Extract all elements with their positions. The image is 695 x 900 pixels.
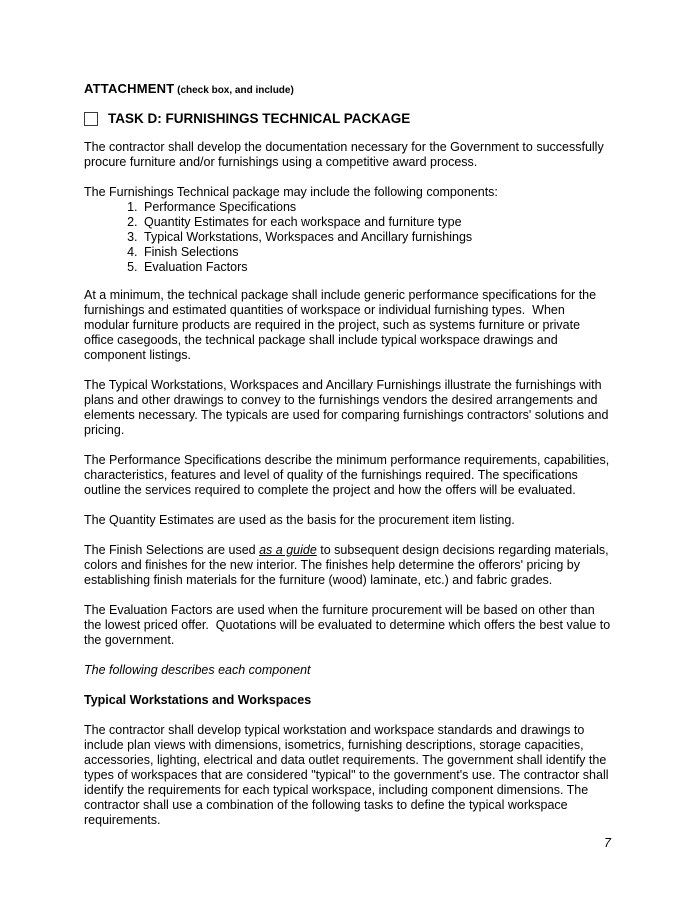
attachment-title: ATTACHMENT (84, 81, 175, 96)
components-list (84, 200, 612, 275)
paragraph-components-intro: The Furnishings Technical package may include the following components: (84, 185, 498, 199)
paragraph-typical-workstations: The Typical Workstations, Workspaces and Ancillary Furnishings illustrate the furnishings with plans and other drawings to convey to the furnishings vendors the desired arrangements and elements necessary. The typicals are used for comparing furnishings contractors' solutions and pricing. (84, 378, 612, 437)
paragraph-quantity-estimates: The Quantity Estimates are used as the basis for the procurement item listing. (84, 513, 515, 527)
components-list-item-2: 2. Quantity Estimates for each workspace and furniture type (141, 215, 612, 230)
components-list-item-4: 4. Finish Selections (141, 245, 612, 260)
components-list-item-3: 3. Typical Workstations, Workspaces and Ancillary furnishings (141, 230, 612, 245)
attachment-subtitle: (check box, and include) (174, 85, 294, 96)
paragraph-at-a-minimum: At a minimum, the technical package shall include generic performance specifications for the furnishings and estimated quantities of workspace or individual furnishing types. When modular furniture products are required in the project, such as systems furniture or private office casegoods, the technical package shall include typical workspace drawings and component listings. (84, 288, 600, 362)
paragraph-intro: The contractor shall develop the documentation necessary for the Government to successfully procure furniture and/or furnishings using a competitive award process. (84, 140, 608, 169)
paragraph-performance-specs: The Performance Specifications describe the minimum performance requirements, capabilities, characteristics, features and level of quality of the furnishings required. The specifications outline the services required to complete the project and how the offers will be evaluated. (84, 453, 613, 497)
section-heading-typical-workstations: Typical Workstations and Workspaces (84, 693, 312, 707)
paragraph-following-describes: The following describes each component (84, 663, 311, 677)
paragraph-evaluation-factors: The Evaluation Factors are used when the furniture procurement will be based on other than the lowest priced offer. Quotations will be evaluated to determine which offers the best value to the government. (84, 603, 614, 647)
task-checkbox[interactable] (84, 112, 98, 126)
paragraph-finish-selections (84, 543, 612, 588)
finish-selections-emphasis: as a guide (259, 543, 317, 557)
page-number: 7 (604, 836, 611, 850)
task-title: TASK D: FURNISHINGS TECHNICAL PACKAGE (108, 111, 411, 126)
paragraph-contractor-develop: The contractor shall develop typical workstation and workspace standards and drawings to include plan views with dimensions, isometrics, furnishing descriptions, storage capacities, accessories, lighting, electrical and data outlet requirements. The government shall identify the types of workspaces that are considered "typical" to the government's use. The contractor shall identify the requirements for each typical workspace, including component dimensions. The contractor shall use a combination of the following tasks to define the typical workspace requirements. (84, 723, 612, 827)
components-list-item-5: 5. Evaluation Factors (141, 260, 612, 275)
finish-selections-before: The Finish Selections are used (84, 543, 260, 557)
attachment-heading (84, 81, 612, 98)
components-list-item-1: 1. Performance Specifications (141, 200, 612, 215)
task-heading (84, 111, 612, 126)
finish-selections-after: to subsequent design decisions regarding materials, colors and finishes for the new interior. The finishes help determine the offerors' pricing by establishing finish materials for the furniture (wood) laminate, etc.) and fabric grades. (84, 543, 613, 587)
